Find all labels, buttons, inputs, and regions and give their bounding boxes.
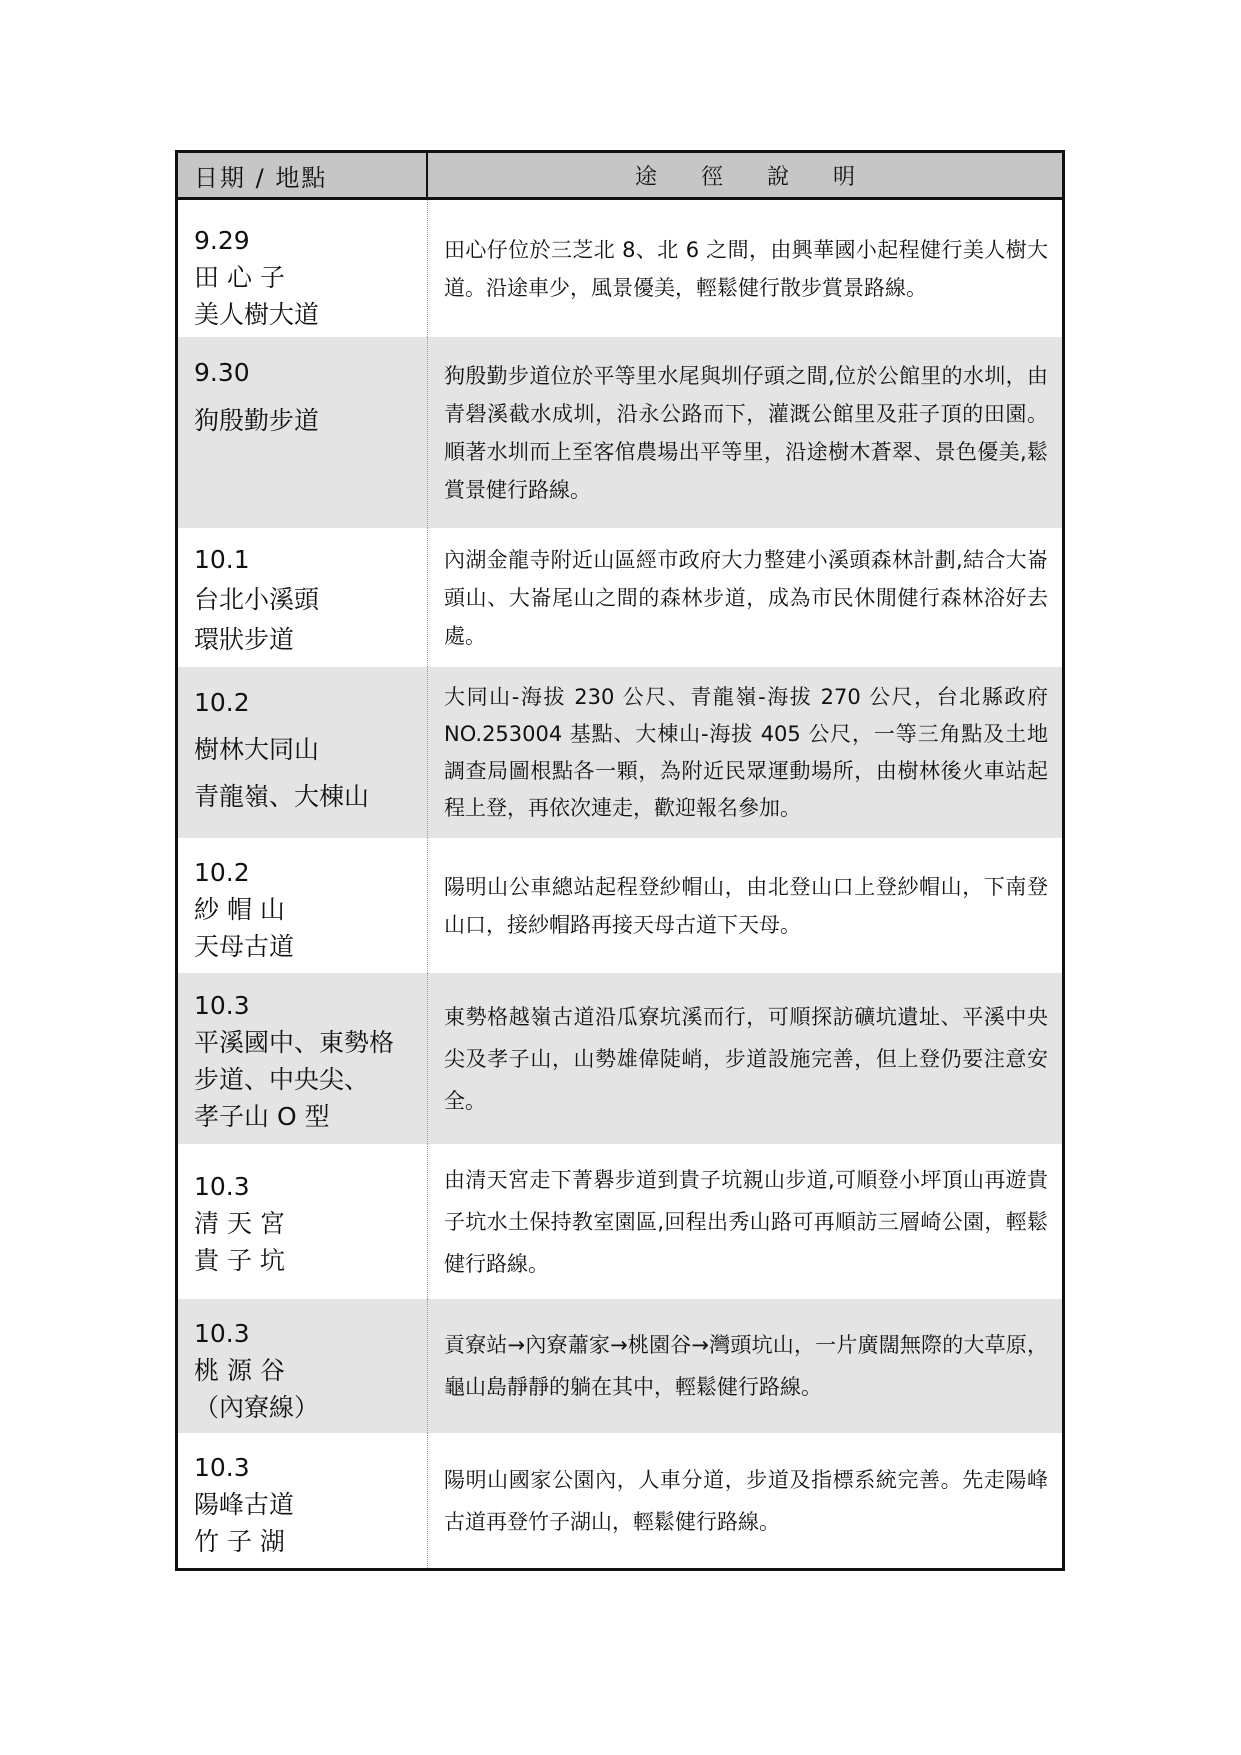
description-cell [428, 337, 1062, 528]
table-row [178, 337, 1062, 528]
route-description: 陽明山國家公園內，人車分道，步道及指標系統完善。先走陽峰古道再登竹子湖山，輕鬆健行路線。 [444, 1467, 1048, 1534]
location: 樹林大同山 [194, 735, 320, 764]
location: 竹 子 湖 [194, 1527, 285, 1556]
location: 青龍嶺、大棟山 [194, 782, 370, 811]
location: 台北小溪頭 [194, 585, 320, 614]
table-row [178, 838, 1062, 973]
table-row [178, 973, 1062, 1144]
location: （內寮線） [194, 1393, 320, 1422]
route-description: 田心仔位於三芝北 8、北 6 之間，由興華國小起程健行美人樹大道。沿途車少，風景優美，輕鬆健行散步賞景路線。 [444, 237, 1048, 300]
route-table [175, 150, 1065, 1571]
description-cell [428, 1144, 1062, 1299]
date-location-cell [178, 973, 428, 1144]
location: 陽峰古道 [194, 1490, 295, 1519]
location: 貴 子 坑 [194, 1246, 285, 1275]
description-cell [428, 838, 1062, 973]
location: 狗殷勤步道 [194, 406, 320, 435]
table-row [178, 1433, 1062, 1568]
location: 美人樹大道 [194, 300, 320, 329]
table-row [178, 667, 1062, 838]
date: 10.3 [194, 1453, 250, 1482]
route-description: 狗殷勤步道位於平等里水尾與圳仔頭之間,位於公館里的水圳，由青礐溪截水成圳，沿永公路而下，灌溉公館里及莊子頂的田園。順著水圳而上至客倌農場出平等里，沿途樹木蒼翠、景色優美,鬆賞景健行路線。 [444, 363, 1048, 502]
table-row [178, 1144, 1062, 1299]
location: 步道、中央尖、 [194, 1065, 370, 1094]
location: 桃 源 谷 [194, 1356, 285, 1385]
route-description: 東勢格越嶺古道沿瓜寮坑溪而行，可順探訪礦坑遺址、平溪中央尖及孝子山，山勢雄偉陡峭，步道設施完善，但上登仍要注意安全。 [444, 1004, 1048, 1113]
date: 10.1 [194, 545, 250, 574]
description-cell [428, 1433, 1062, 1568]
location: 紗 帽 山 [194, 895, 285, 924]
date-location-cell [178, 1299, 428, 1433]
location: 平溪國中、東勢格 [194, 1028, 395, 1057]
date-location-cell [178, 337, 428, 528]
date: 10.2 [194, 858, 250, 887]
route-description: 大同山-海拔 230 公尺、青龍嶺-海拔 270 公尺，台北縣政府 NO.253004 基點、大棟山-海拔 405 公尺，一等三角點及土地調查局圖根點各一顆，為附近民眾運動場所，由樹林後火車站起程上登，再依次連走，歡迎報名參加。 [444, 684, 1048, 820]
table-row [178, 200, 1062, 337]
table-row [178, 528, 1062, 667]
date: 9.30 [194, 358, 250, 387]
location: 田 心 子 [194, 263, 285, 292]
date-location-cell [178, 667, 428, 838]
description-cell [428, 1299, 1062, 1433]
location: 環狀步道 [194, 625, 295, 654]
date-location-cell [178, 838, 428, 973]
date: 10.3 [194, 991, 250, 1020]
route-description: 由清天宮走下菁礜步道到貴子坑親山步道,可順登小坪頂山再遊貴子坑水土保持教室園區,回程出秀山路可再順訪三層崎公園，輕鬆健行路線。 [444, 1167, 1048, 1276]
date-location-cell [178, 1144, 428, 1299]
route-description: 陽明山公車總站起程登紗帽山，由北登山口上登紗帽山，下南登山口，接紗帽路再接天母古道下天母。 [444, 874, 1048, 937]
location: 天母古道 [194, 932, 295, 961]
location: 孝子山 O 型 [194, 1102, 330, 1131]
date: 10.3 [194, 1172, 250, 1201]
date: 10.3 [194, 1319, 250, 1348]
description-cell [428, 667, 1062, 838]
date: 10.2 [194, 688, 250, 717]
route-description: 內湖金龍寺附近山區經市政府大力整建小溪頭森林計劃,結合大崙頭山、大崙尾山之間的森林步道，成為市民休閒健行森林浴好去處。 [444, 547, 1048, 648]
description-cell [428, 973, 1062, 1144]
date: 9.29 [194, 226, 250, 255]
date-location-cell [178, 528, 428, 667]
table-header [178, 153, 1062, 200]
date-location-cell [178, 200, 428, 337]
description-cell [428, 528, 1062, 667]
location: 清 天 宮 [194, 1209, 285, 1238]
description-cell [428, 200, 1062, 337]
header-route-description: 途徑說明 [634, 164, 899, 190]
header-date-location: 日期 / 地點 [178, 153, 428, 197]
route-description: 貢寮站→內寮蕭家→桃園谷→灣頭坑山，一片廣闊無際的大草原，龜山島靜靜的躺在其中，輕鬆健行路線。 [444, 1333, 1048, 1399]
table-row [178, 1299, 1062, 1433]
date-location-cell [178, 1433, 428, 1568]
